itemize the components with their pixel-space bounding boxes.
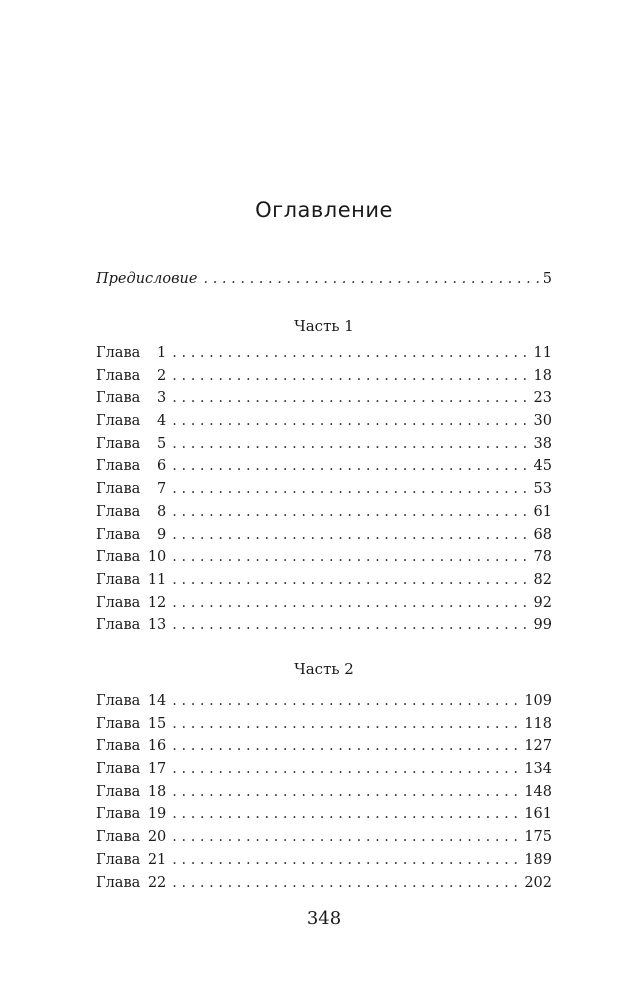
chapter-page: 18 bbox=[533, 367, 552, 384]
toc-preface-page: 5 bbox=[542, 271, 552, 287]
chapter-number: 21 bbox=[147, 851, 167, 868]
chapter-page: 53 bbox=[533, 481, 552, 498]
toc-row-chapter[interactable] bbox=[96, 365, 552, 388]
chapter-label bbox=[96, 365, 166, 388]
chapter-word: Глава bbox=[96, 715, 141, 732]
chapter-word: Глава bbox=[96, 761, 141, 778]
chapter-word: Глава bbox=[96, 526, 141, 543]
toc-row-chapter[interactable] bbox=[96, 546, 552, 569]
toc-row-chapter[interactable] bbox=[96, 849, 552, 872]
chapter-label bbox=[96, 524, 166, 547]
chapter-word: Глава bbox=[96, 481, 141, 498]
toc-row-chapter[interactable] bbox=[96, 781, 552, 804]
chapter-number: 4 bbox=[157, 413, 167, 430]
chapter-page: 38 bbox=[533, 435, 552, 452]
chapter-number: 16 bbox=[147, 738, 167, 755]
dot-leader bbox=[172, 713, 520, 736]
dot-leader bbox=[172, 501, 529, 524]
dot-leader bbox=[172, 569, 529, 592]
toc-part-1-list bbox=[96, 342, 552, 637]
chapter-page: 134 bbox=[524, 761, 552, 778]
dot-leader bbox=[172, 365, 529, 388]
chapter-page: 189 bbox=[524, 851, 552, 868]
chapter-label bbox=[96, 849, 166, 872]
page-title: Оглавление bbox=[255, 198, 393, 222]
chapter-page: 92 bbox=[533, 594, 552, 611]
chapter-page: 175 bbox=[524, 829, 552, 846]
chapter-label bbox=[96, 592, 166, 615]
chapter-number: 20 bbox=[147, 829, 167, 846]
chapter-number: 7 bbox=[157, 481, 167, 498]
dot-leader bbox=[172, 546, 529, 569]
chapter-page: 109 bbox=[524, 693, 552, 709]
chapter-label bbox=[96, 614, 166, 637]
part-1-heading: Часть 1 bbox=[294, 317, 354, 335]
chapter-number: 14 bbox=[147, 693, 167, 709]
chapter-page: 127 bbox=[524, 738, 552, 755]
chapter-page: 61 bbox=[533, 503, 552, 520]
toc-row-chapter[interactable] bbox=[96, 569, 552, 592]
dot-leader bbox=[172, 781, 520, 804]
dot-leader bbox=[172, 826, 520, 849]
dot-leader bbox=[172, 592, 529, 615]
chapter-label bbox=[96, 433, 166, 456]
chapter-word: Глава bbox=[96, 738, 141, 755]
toc-row-chapter[interactable] bbox=[96, 803, 552, 826]
chapter-label bbox=[96, 455, 166, 478]
chapter-number: 1 bbox=[157, 345, 167, 361]
chapter-word: Глава bbox=[96, 851, 141, 868]
chapter-page: 30 bbox=[533, 413, 552, 430]
dot-leader bbox=[172, 433, 529, 456]
chapter-page: 78 bbox=[533, 549, 552, 566]
dot-leader bbox=[172, 872, 520, 895]
chapter-number: 10 bbox=[147, 549, 167, 566]
page-number: 348 bbox=[306, 908, 342, 929]
dot-leader bbox=[172, 455, 529, 478]
chapter-page: 68 bbox=[533, 526, 552, 543]
chapter-word: Глава bbox=[96, 549, 141, 566]
chapter-page: 202 bbox=[524, 874, 552, 891]
chapter-number: 13 bbox=[147, 617, 167, 634]
chapter-number: 9 bbox=[157, 526, 167, 543]
dot-leader bbox=[172, 478, 529, 501]
chapter-word: Глава bbox=[96, 458, 141, 475]
chapter-page: 82 bbox=[533, 571, 552, 588]
chapter-number: 2 bbox=[157, 367, 167, 384]
dot-leader bbox=[172, 614, 529, 637]
chapter-label bbox=[96, 478, 166, 501]
toc-row-chapter[interactable] bbox=[96, 872, 552, 895]
toc-row-chapter[interactable] bbox=[96, 524, 552, 547]
toc-row-chapter[interactable] bbox=[96, 501, 552, 524]
toc-row-chapter[interactable] bbox=[96, 387, 552, 410]
dot-leader bbox=[172, 342, 529, 365]
chapter-word: Глава bbox=[96, 617, 141, 634]
dot-leader bbox=[172, 803, 520, 826]
chapter-number: 22 bbox=[147, 874, 167, 891]
chapter-label bbox=[96, 387, 166, 410]
chapter-label bbox=[96, 781, 166, 804]
chapter-number: 17 bbox=[147, 761, 167, 778]
chapter-number: 8 bbox=[157, 503, 167, 520]
chapter-label bbox=[96, 803, 166, 826]
dot-leader bbox=[172, 690, 520, 713]
chapter-number: 11 bbox=[147, 571, 167, 588]
toc-row-chapter[interactable] bbox=[96, 614, 552, 637]
chapter-page: 45 bbox=[533, 458, 552, 475]
chapter-label bbox=[96, 826, 166, 849]
toc-row-chapter[interactable] bbox=[96, 826, 552, 849]
chapter-word: Глава bbox=[96, 390, 141, 407]
dot-leader bbox=[172, 849, 520, 872]
dot-leader bbox=[172, 524, 529, 547]
dot-leader bbox=[172, 735, 520, 758]
chapter-word: Глава bbox=[96, 413, 141, 430]
chapter-number: 12 bbox=[147, 594, 167, 611]
dot-leader bbox=[203, 268, 538, 291]
toc-row-chapter[interactable] bbox=[96, 713, 552, 736]
chapter-word: Глава bbox=[96, 503, 141, 520]
toc-row-preface[interactable] bbox=[96, 268, 552, 291]
toc-row-chapter[interactable] bbox=[96, 433, 552, 456]
toc-part-2-list bbox=[96, 690, 552, 894]
chapter-word: Глава bbox=[96, 345, 141, 361]
toc-row-chapter[interactable] bbox=[96, 342, 552, 365]
chapter-word: Глава bbox=[96, 571, 141, 588]
chapter-page: 161 bbox=[524, 806, 552, 823]
chapter-word: Глава bbox=[96, 435, 141, 452]
chapter-page: 23 bbox=[533, 390, 552, 407]
chapter-number: 3 bbox=[157, 390, 167, 407]
chapter-page: 118 bbox=[524, 715, 552, 732]
chapter-word: Глава bbox=[96, 783, 141, 800]
dot-leader bbox=[172, 410, 529, 433]
chapter-label bbox=[96, 546, 166, 569]
chapter-label bbox=[96, 501, 166, 524]
toc-row-chapter[interactable] bbox=[96, 410, 552, 433]
chapter-label bbox=[96, 690, 166, 713]
chapter-word: Глава bbox=[96, 367, 141, 384]
chapter-page: 11 bbox=[533, 345, 552, 361]
chapter-label bbox=[96, 569, 166, 592]
toc-preface[interactable] bbox=[96, 268, 552, 291]
chapter-label bbox=[96, 342, 166, 365]
chapter-word: Глава bbox=[96, 874, 141, 891]
dot-leader bbox=[172, 387, 529, 410]
chapter-page: 148 bbox=[524, 783, 552, 800]
chapter-number: 15 bbox=[147, 715, 167, 732]
chapter-label bbox=[96, 713, 166, 736]
chapter-word: Глава bbox=[96, 829, 141, 846]
part-2-heading: Часть 2 bbox=[294, 660, 354, 678]
chapter-page: 99 bbox=[533, 617, 552, 634]
chapter-number: 5 bbox=[157, 435, 167, 452]
toc-row-chapter[interactable] bbox=[96, 478, 552, 501]
chapter-word: Глава bbox=[96, 594, 141, 611]
chapter-word: Глава bbox=[96, 693, 141, 709]
toc-row-chapter[interactable] bbox=[96, 592, 552, 615]
chapter-number: 19 bbox=[147, 806, 167, 823]
chapter-number: 18 bbox=[147, 783, 167, 800]
toc-preface-label: Предисловие bbox=[96, 271, 198, 287]
chapter-label bbox=[96, 872, 166, 895]
chapter-word: Глава bbox=[96, 806, 141, 823]
dot-leader bbox=[172, 758, 520, 781]
toc-row-chapter[interactable] bbox=[96, 690, 552, 713]
toc-row-chapter[interactable] bbox=[96, 758, 552, 781]
chapter-number: 6 bbox=[157, 458, 167, 475]
chapter-label bbox=[96, 758, 166, 781]
chapter-label bbox=[96, 410, 166, 433]
toc-row-chapter[interactable] bbox=[96, 455, 552, 478]
chapter-label bbox=[96, 735, 166, 758]
toc-row-chapter[interactable] bbox=[96, 735, 552, 758]
